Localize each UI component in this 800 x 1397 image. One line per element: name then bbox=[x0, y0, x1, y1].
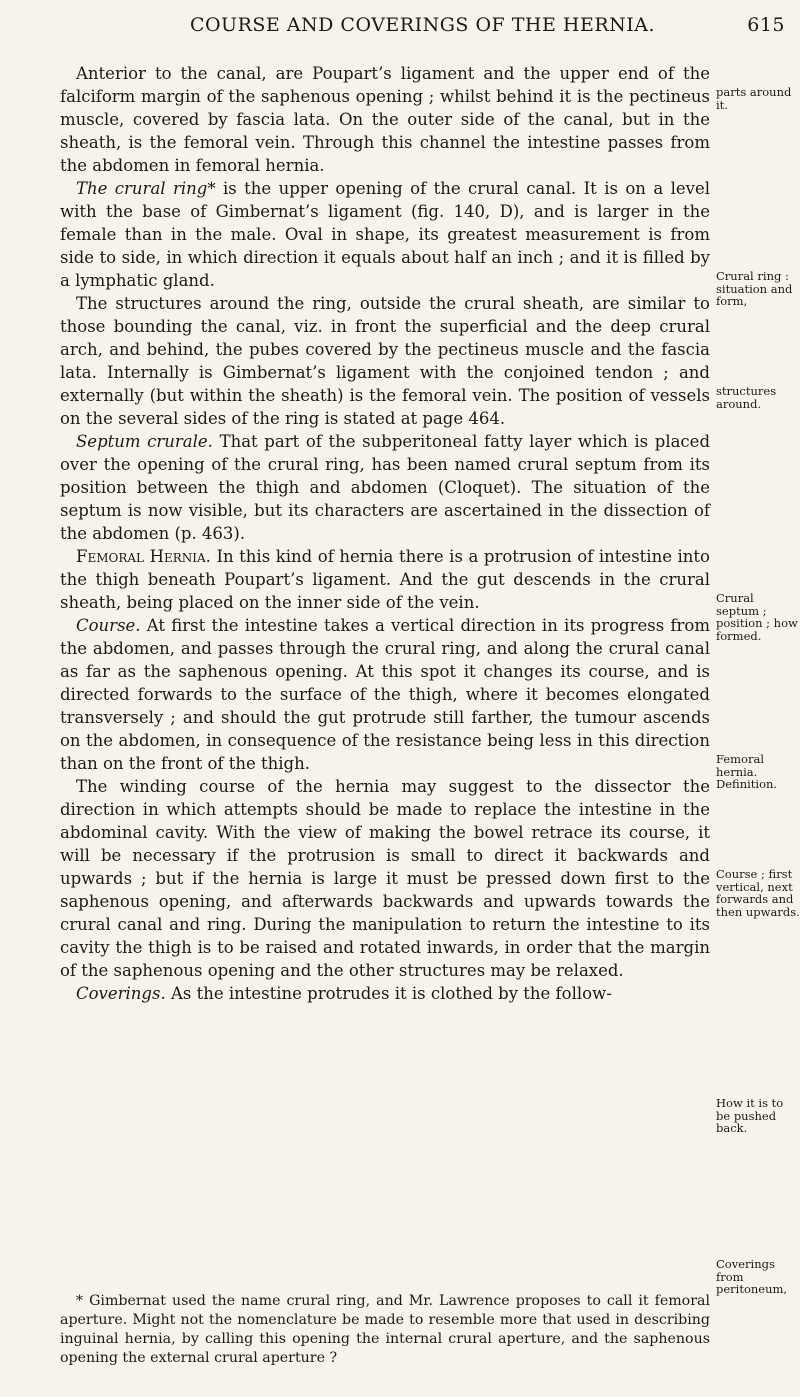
paragraph-text: The structures around the ring, outside the crural sheath, are similar to those bounding the canal, viz. in front the superficial and the deep crural arch, and behind, the pubes covered by the pectineus muscle and the fascia lata. Internally is Gimbernat’s ligament with the conjoined tendon ; and externally (but within the sheath) is the femoral vein. The position of vessels on the several sides of the ring is stated at page 464. bbox=[60, 294, 710, 428]
paragraph bbox=[60, 614, 710, 775]
paragraph bbox=[60, 982, 710, 1005]
paragraph-lead: Coverings. bbox=[76, 984, 166, 1003]
paragraph-lead: Septum crurale. bbox=[76, 432, 213, 451]
margin-note: structures around. bbox=[716, 384, 777, 411]
paragraph-text: The winding course of the hernia may suggest to the dissector the direction in which attempts should be made to replace the intestine in the abdominal cavity. With the view of making the bowel retrace its course, it will be necessary if the protrusion is small to direct it backwards and upwards ; but if the hernia is large it must be pressed down first to the saphenous opening, and afterwards backwards and upwards towards the crural canal and ring. During the manipulation to return the intestine to its cavity the thigh is to be raised and rotated inwards, in order that the margin of the saphenous opening and the other structures may be relaxed. bbox=[60, 777, 710, 980]
paragraph-lead: Femoral Hernia. bbox=[76, 547, 211, 566]
paragraph bbox=[60, 62, 710, 177]
main-text bbox=[60, 62, 710, 1005]
running-header bbox=[60, 14, 785, 48]
paragraph bbox=[60, 177, 710, 292]
page-number: 615 bbox=[747, 14, 785, 36]
paragraph-text: * is the upper opening of the crural canal. It is on a level with the base of Gimbernat’s ligament (fig. 140, D), and is larger in the female than in the male. Oval in shape, its greatest measurement is from side to side, in which direction it equals about half an inch ; and it is filled by a lymphatic gland. bbox=[60, 179, 710, 290]
paragraph-text: At first the intestine takes a vertical direction in its progress from the abdomen, and passes through the crural ring, and along the crural canal as far as the saphenous opening. At this spot it changes its course, and is directed forwards to the surface of the thigh, where it becomes elongated transversely ; and should the gut protrude still farther, the tumour ascends on the abdomen, in consequence of the resistance being less in this direction than on the front of the thigh. bbox=[60, 616, 710, 773]
footnote-text: * Gimbernat used the name crural ring, and Mr. Lawrence proposes to call it femoral aperture. Might not the nomenclature be made to resemble more that used in describing inguinal hernia, by calling this opening the internal crural aperture, and the saphenous opening the external crural aperture ? bbox=[60, 1293, 710, 1366]
paragraph bbox=[60, 430, 710, 545]
paragraph-text: That part of the subperitoneal fatty layer which is placed over the opening of the crural ring, has been named crural septum from its position between the thigh and abdomen (Cloquet). The situation of the septum is now visible, but its characters are ascertained in the dissection of the abdomen (p. 463). bbox=[60, 432, 711, 543]
margin-note: Femoral hernia. Definition. bbox=[716, 752, 778, 791]
paragraph-text: In this kind of hernia there is a protrusion of intestine into the thigh beneath Poupart’s ligament. And the gut descends in the crural sheath, being placed on the inner side of the vein. bbox=[60, 547, 710, 612]
paragraph bbox=[60, 292, 710, 430]
footnote bbox=[60, 1292, 710, 1368]
paragraph bbox=[60, 775, 710, 982]
margin-note: parts around it. bbox=[716, 85, 792, 112]
margin-note: How it is to be pushed back. bbox=[716, 1096, 784, 1135]
margin-note: Coverings from peritoneum, bbox=[716, 1257, 788, 1296]
paragraph bbox=[60, 545, 710, 614]
margin-note: Course ; first vertical, next forwards and then upwards. bbox=[716, 867, 800, 919]
running-title: COURSE AND COVERINGS OF THE HERNIA. bbox=[189, 14, 656, 36]
paragraph-lead: Course. bbox=[76, 616, 141, 635]
margin-note: Crural ring : situation and form, bbox=[716, 269, 793, 308]
margin-note: Crural septum ; position ; how formed. bbox=[716, 591, 798, 643]
paragraph-text: As the intestine protrudes it is clothed by the follow- bbox=[170, 984, 612, 1003]
paragraph-lead: The crural ring bbox=[76, 179, 208, 198]
paragraph-text: Anterior to the canal, are Poupart’s ligament and the upper end of the falciform margin of the saphenous opening ; whilst behind it is the pectineus muscle, covered by fascia lata. On the outer side of the canal, but in the sheath, is the femoral vein. Through this channel the intestine passes from the abdomen in femoral hernia. bbox=[60, 64, 710, 175]
